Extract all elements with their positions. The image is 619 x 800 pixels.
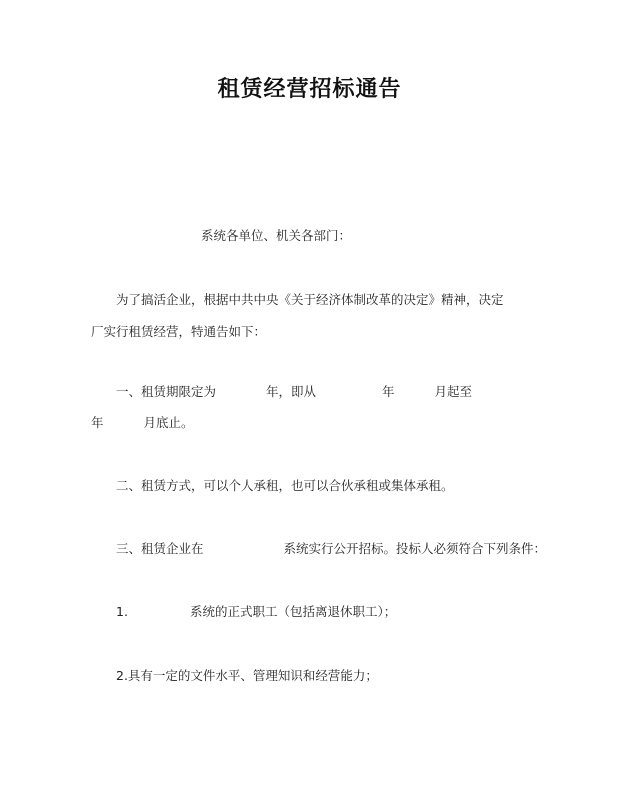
item-3: [116, 539, 546, 557]
condition-1: [116, 602, 396, 620]
intro-line-2: 厂实行租赁经营，特通告如下：: [91, 324, 267, 339]
intro-line-1: 为了搞活企业，根据中共中央《关于经济体制改革的决定》精神，决定: [116, 292, 504, 307]
document-title: 租赁经营招标通告: [217, 76, 402, 102]
item-1-line-2: [91, 413, 194, 431]
item-1-part-1: 一、租赁期限定为: [116, 384, 217, 399]
condition-2: 2.具有一定的文件水平、管理知识和经营能力；: [116, 668, 378, 683]
item-1-part-3: 年: [382, 384, 395, 399]
item-1-part-2: 年，即从: [266, 384, 317, 399]
item-2: 二、租赁方式，可以个人承租，也可以合伙承租或集体承租。: [116, 478, 454, 493]
condition-1-number: 1.: [116, 604, 128, 619]
item-1-part-4: 月起至: [434, 384, 473, 399]
item-1-part-6: 月底止。: [143, 415, 194, 430]
item-3-part-1: 三、租赁企业在: [116, 541, 204, 556]
condition-1-text: 系统的正式职工（包括离退休职工）；: [189, 604, 397, 619]
salutation: 系统各单位、机关各部门：: [201, 228, 352, 243]
item-1-part-5: 年: [91, 415, 104, 430]
item-1-line-1: [116, 382, 472, 400]
item-3-part-2: 系统实行公开招标。投标人必须符合下列条件：: [283, 541, 547, 556]
